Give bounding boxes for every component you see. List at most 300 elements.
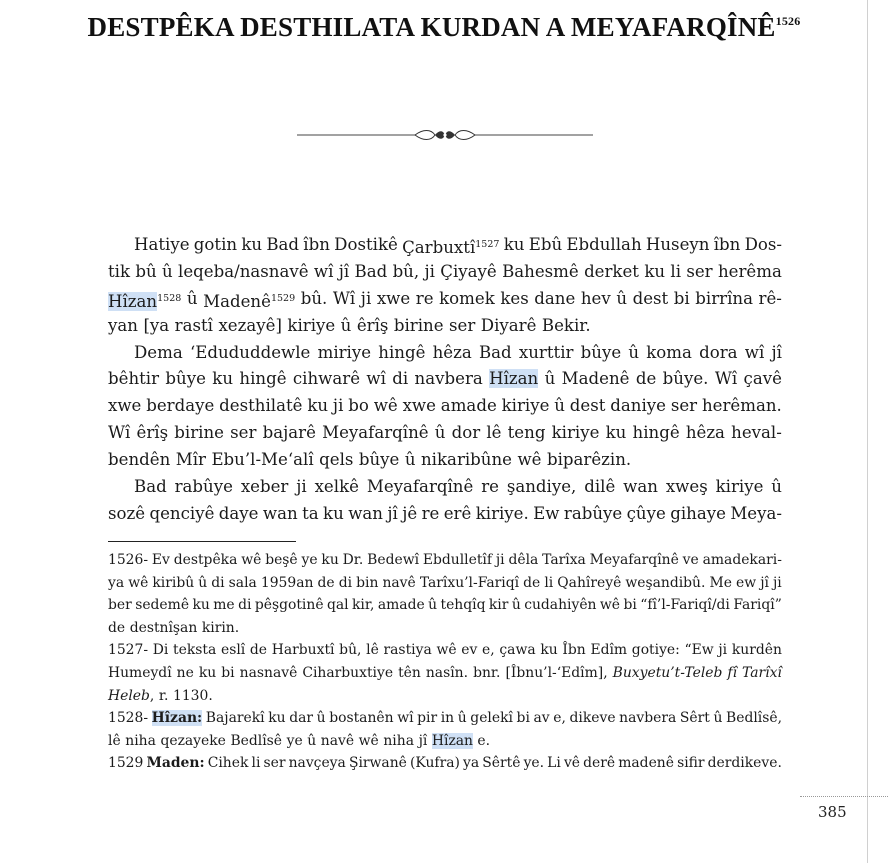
- body-word-group: [357, 313, 389, 340]
- footnote-word-group: [496, 549, 505, 572]
- body-word: Meyafarqînê: [366, 477, 474, 497]
- footnote-word-group: [432, 730, 490, 753]
- body-word-group: [392, 366, 408, 393]
- footnote-word: me: [213, 597, 235, 614]
- footnote-word-group: [524, 594, 596, 617]
- footnote-word-group: [108, 639, 148, 662]
- footnote-word-group: [221, 639, 245, 662]
- body-word: êrîş: [136, 423, 169, 443]
- body-word: cihwarê: [292, 369, 361, 389]
- footnote-word: eslî: [220, 642, 246, 659]
- footnote-word-group: [440, 594, 485, 617]
- body-word-group: [165, 366, 206, 393]
- body-word-group: [339, 259, 349, 286]
- footnote-word-group: [265, 549, 297, 572]
- body-word-group: [108, 501, 145, 528]
- footnote-word-group: [317, 707, 326, 730]
- footnote-word: bi: [623, 597, 637, 614]
- footnote-word: rastiya: [383, 642, 432, 659]
- body-word-group: [581, 340, 622, 367]
- footnote-word-group: [508, 549, 538, 572]
- footnote-word: Dr.: [342, 552, 364, 568]
- body-word-group: [108, 313, 138, 340]
- footnote-word: 1959an: [260, 574, 314, 591]
- footnote-word: di: [238, 597, 252, 614]
- footnote-word-group: [524, 752, 544, 775]
- footnote-word: Bedewî: [367, 552, 420, 568]
- footnote-word: destpêka: [173, 552, 238, 568]
- footnote-word-group: [517, 707, 530, 730]
- body-word: bûye: [580, 342, 622, 362]
- footnote-word: ku: [321, 552, 339, 568]
- body-word: dora: [699, 342, 738, 362]
- footnote-word: ku: [268, 710, 286, 727]
- footnote-word-group: [318, 572, 335, 595]
- footnote-word-group: [199, 662, 216, 685]
- body-word-group: [439, 286, 495, 313]
- body-word: hingê: [632, 423, 680, 443]
- body-word: rabûye: [563, 503, 623, 523]
- footnote-word: 1527-: [108, 642, 149, 659]
- footnote-word: tehqîq: [440, 597, 486, 614]
- footnote-word-group: [542, 549, 586, 572]
- body-word-group: [745, 232, 782, 259]
- footnote-word: derdikeve.: [707, 755, 782, 772]
- footnote-word-group: [255, 594, 324, 617]
- body-word-group: [178, 259, 309, 286]
- footnote-word: bi: [516, 710, 530, 727]
- footnote-word: destnîşan: [129, 619, 198, 636]
- footnote-word: ve: [682, 552, 699, 568]
- body-word-group: [175, 313, 213, 340]
- body-word-group: [670, 259, 681, 286]
- footnote-word: di: [211, 574, 225, 591]
- body-word-group: [219, 393, 302, 420]
- body-word: qels: [319, 450, 354, 470]
- footnote-word-group: [240, 662, 298, 685]
- body-word: dest: [632, 288, 669, 308]
- body-word: gihaye: [670, 503, 726, 523]
- body-line: [108, 393, 782, 420]
- footnote-word-group: [192, 594, 209, 617]
- footnote-word-group: [470, 707, 513, 730]
- footnote-word: niha: [125, 732, 156, 749]
- body-word-group: [174, 420, 224, 447]
- body-word-group: [187, 286, 198, 313]
- footnote-line: [108, 752, 782, 775]
- footnote-word-group: [726, 707, 782, 730]
- body-word: wî: [744, 342, 765, 362]
- body-word: ji: [424, 261, 435, 281]
- body-word-group: [307, 393, 328, 420]
- footnote-word: de: [249, 642, 268, 659]
- body-word-group: [135, 259, 156, 286]
- footnote-word-group: [160, 730, 225, 753]
- body-word: Hatiye: [134, 235, 190, 254]
- footnote-reference[interactable]: 1527: [475, 239, 500, 250]
- body-word: Meyafarqînê: [322, 423, 429, 443]
- body-word-group: [241, 474, 289, 501]
- body-word: di: [392, 369, 409, 389]
- footnote-word: navçeya: [288, 755, 346, 772]
- footnote-word-group: [458, 707, 467, 730]
- footnote-word-group: [128, 572, 148, 595]
- footnote-word: navê: [320, 732, 355, 749]
- body-word-group: [636, 366, 656, 393]
- body-word-group: [334, 232, 398, 259]
- footnote-word-group: [570, 707, 616, 730]
- body-word: xwe: [376, 288, 411, 308]
- footnote-word: de: [108, 619, 126, 636]
- body-word: re: [421, 503, 440, 523]
- footnote-word: Ciharbuxtiye: [302, 664, 394, 681]
- footnote-word-group: [382, 572, 415, 595]
- footnote-word: weşandibû.: [625, 574, 706, 591]
- footnote-word: Hîzan: [431, 732, 473, 749]
- body-word: xeber: [240, 477, 289, 497]
- body-word: re: [481, 477, 499, 497]
- body-word: hêza: [685, 423, 725, 443]
- body-word-group: [203, 286, 295, 313]
- page-edge-line: [867, 0, 868, 863]
- chapter-title-text: DESTPÊKA DESTHILATA KURDAN A MEYAFARQÎNÊ: [87, 12, 776, 42]
- footnote-word-group: [547, 752, 561, 775]
- footnote-word-group: [125, 730, 156, 753]
- body-word: bûye: [165, 369, 206, 389]
- footnote-word: sifir: [677, 755, 705, 772]
- chapter-title: [0, 12, 888, 43]
- footnote-line: [108, 549, 782, 572]
- body-word-group: [529, 232, 562, 259]
- footnote-word-group: [523, 572, 540, 595]
- body-word-group: [606, 420, 627, 447]
- body-word-group: [644, 259, 665, 286]
- footnote-word: Îbn: [562, 642, 586, 659]
- footnote-word: Bedlîsê,: [726, 710, 782, 727]
- footnote-word-group: [736, 572, 756, 595]
- footnote-line: [108, 707, 782, 730]
- body-word-group: [507, 474, 577, 501]
- body-word-group: [610, 393, 666, 420]
- footnote-word-group: [383, 730, 414, 753]
- footnote-word: ye: [286, 732, 303, 749]
- page-number-leader: [800, 796, 888, 797]
- body-word: derket: [584, 261, 639, 281]
- body-word: îbn: [303, 235, 330, 254]
- body-word: dor: [451, 423, 481, 443]
- footnote-word: 1130.: [173, 687, 213, 704]
- body-word: û: [628, 342, 640, 362]
- body-word: û: [162, 261, 173, 281]
- body-word: xwe: [108, 396, 142, 416]
- footnote-word-group: [708, 752, 782, 775]
- footnote-word: 1529: [108, 755, 144, 772]
- body-word-group: [670, 501, 726, 528]
- body-word-group: [718, 259, 782, 286]
- body-word-group: [584, 474, 615, 501]
- body-word-group: [394, 313, 444, 340]
- footnote-word-group: [420, 572, 519, 595]
- body-word: Ew: [533, 503, 560, 523]
- body-word: û: [340, 315, 352, 335]
- footnote-word: kiribû: [152, 574, 195, 591]
- body-line: [108, 286, 782, 313]
- footnote-word: û: [428, 597, 438, 614]
- body-word: hingê: [239, 369, 287, 389]
- body-word: nikaribûne: [421, 450, 512, 470]
- footnote-word-group: [252, 752, 261, 775]
- footnote-word: in: [440, 710, 455, 727]
- body-word-group: [584, 259, 639, 286]
- footnote-word-group: [534, 707, 550, 730]
- body-line: [108, 420, 782, 447]
- footnote-word-group: [557, 572, 621, 595]
- body-word: ku: [307, 396, 329, 416]
- body-word: çûye: [626, 503, 666, 523]
- footnote-word: gotiye:: [631, 642, 680, 659]
- body-word-group: [489, 366, 538, 393]
- footnote-word-group: [152, 549, 170, 572]
- footnote-word: Tarîxa: [542, 552, 586, 568]
- footnote-word-group: [108, 594, 132, 617]
- footnote-word: Qahîreyê: [557, 574, 622, 591]
- body-word: bû: [135, 261, 157, 281]
- body-word: ser: [686, 261, 713, 281]
- footnote-word-group: [397, 707, 413, 730]
- body-word-group: [137, 420, 169, 447]
- footnote-word: Li: [547, 755, 561, 772]
- footnote-word-group: [461, 639, 477, 662]
- body-word: ji: [360, 288, 372, 308]
- footnote-word: Tarîxu’l-Fariqî: [419, 574, 520, 591]
- body-line: [108, 447, 782, 474]
- footnote-word-group: [241, 549, 261, 572]
- body-word-group: [318, 340, 371, 367]
- footnote-word: kir,: [352, 597, 375, 614]
- body-word: heval-: [731, 423, 782, 443]
- body-word-group: [562, 366, 630, 393]
- footnote-word-group: [174, 549, 238, 572]
- footnote-word: Buxyetu’t-Teleb: [612, 664, 723, 681]
- body-word: birine: [174, 423, 224, 443]
- body-word: erê: [443, 503, 472, 523]
- footnote-word: qal: [326, 597, 349, 614]
- body-word-group: [745, 340, 765, 367]
- footnote-reference[interactable]: 1528: [157, 292, 182, 304]
- footnote-word-group: [177, 662, 194, 685]
- body-word-group: [422, 501, 440, 528]
- footnote-word: Harbuxtî: [271, 642, 335, 659]
- footnote-word-group: [423, 549, 492, 572]
- body-word-group: [424, 259, 434, 286]
- footnote-word-group: [211, 572, 224, 595]
- footnote-word-group: [135, 594, 189, 617]
- footnote-word: Şirwanê: [348, 755, 407, 772]
- body-word-group: [479, 340, 512, 367]
- footnote-word: kirin.: [201, 619, 240, 636]
- body-word: Dostikê: [334, 235, 398, 254]
- footnote-word: ye: [301, 552, 318, 568]
- footnote-word: Cihek: [207, 755, 249, 772]
- footnote-word: e,: [482, 642, 495, 659]
- footnote-word: “fî’l-Fariqî/di: [640, 597, 730, 614]
- footnote-word-group: [153, 639, 169, 662]
- footnote-word: Bajarekî: [205, 710, 265, 727]
- body-word: û: [434, 423, 446, 443]
- body-word-group: [627, 501, 666, 528]
- body-word: Madenê: [203, 291, 271, 311]
- body-word-group: [301, 286, 328, 313]
- body-word: Ebu’l-Me‘alî: [211, 450, 314, 470]
- body-word: komek: [439, 288, 495, 308]
- body-word-group: [730, 501, 782, 528]
- footnote-reference[interactable]: 1529: [270, 292, 296, 304]
- body-line: [108, 340, 782, 367]
- page-number: 385: [818, 803, 847, 821]
- footnote-word: kir: [488, 597, 509, 614]
- footnote-word-group: [221, 662, 234, 685]
- footnote-word: Ev: [151, 552, 170, 568]
- body-word: berdaye: [146, 396, 215, 416]
- footnote-word-group: [742, 662, 782, 685]
- body-word: êrîş: [356, 315, 389, 335]
- body-word-group: [552, 420, 600, 447]
- body-word: Hîzan: [108, 291, 158, 311]
- body-word-group: [108, 420, 130, 447]
- body-word: kiriye: [501, 396, 550, 416]
- footnote-word-group: [619, 707, 676, 730]
- body-word: Çiyayê: [440, 261, 497, 281]
- footnote-word-group: [152, 572, 194, 595]
- footnote-line: [108, 572, 782, 595]
- body-word: rê-: [758, 288, 782, 308]
- body-line: [108, 259, 782, 286]
- body-word: Çarbuxtî: [402, 238, 476, 257]
- body-word: Ebû: [528, 235, 563, 254]
- body-word-group: [146, 393, 214, 420]
- footnote-word: ji: [495, 552, 505, 568]
- footnote-word: ku: [192, 597, 210, 614]
- footnote-word-group: [202, 617, 239, 640]
- body-word: wan: [348, 503, 383, 523]
- body-word: desthilatê: [219, 396, 303, 416]
- footnote-word: wê: [599, 597, 621, 614]
- body-word: ‘Edududdewle: [189, 342, 311, 362]
- footnote-word: 1528-: [108, 710, 149, 727]
- body-word-group: [542, 313, 591, 340]
- body-word: dane: [534, 288, 576, 308]
- footnote-word: û: [198, 574, 208, 591]
- body-word-group: [731, 420, 782, 447]
- body-word-group: [699, 340, 737, 367]
- footnote-word-group: [677, 752, 704, 775]
- footnote-word: amadekari-: [702, 552, 782, 568]
- body-word: kes: [500, 288, 529, 308]
- body-word-group: [517, 447, 541, 474]
- footnote-word-group: [349, 752, 407, 775]
- footnote-word-group: [499, 639, 535, 662]
- footnote-word: ev: [461, 642, 478, 659]
- body-word: îbn: [713, 235, 741, 254]
- footnote-word: ber: [108, 597, 132, 614]
- footnote-word-group: [339, 639, 361, 662]
- body-word: daniye: [610, 396, 666, 416]
- body-word: ser: [230, 423, 257, 443]
- footnote-word: lê: [108, 732, 121, 749]
- footnote-word: Tarîxî: [742, 664, 782, 681]
- body-word-group: [421, 447, 512, 474]
- footnote-word-group: [287, 730, 303, 753]
- body-word: Wî: [714, 369, 738, 389]
- footnote-word-group: [230, 730, 282, 753]
- footnote-word: Maden:: [146, 755, 205, 772]
- footnote-word-group: [268, 707, 285, 730]
- footnote-word: bin: [356, 574, 379, 591]
- body-word: Huseyn: [645, 235, 710, 254]
- footnote-word-group: [505, 662, 607, 685]
- body-word-group: [377, 286, 410, 313]
- footnote-word-group: [625, 572, 705, 595]
- footnote-word-group: [108, 572, 124, 595]
- body-word: ser: [670, 396, 698, 416]
- body-line: [108, 366, 782, 393]
- body-word: û: [404, 450, 416, 470]
- body-word: Dos-: [744, 235, 782, 254]
- body-word: ta: [302, 503, 319, 523]
- body-word-group: [686, 259, 712, 286]
- footnote-word-group: [321, 730, 354, 753]
- body-word: miriye: [317, 342, 372, 362]
- body-word-group: [415, 366, 483, 393]
- footnote-word: nasnavê: [239, 664, 298, 681]
- footnote-word: bû,: [339, 642, 362, 659]
- footnote-line: [108, 662, 782, 685]
- footnote-word: ne: [176, 664, 194, 681]
- body-line: [108, 232, 782, 259]
- footnote-word: dar: [289, 710, 314, 727]
- body-word-group: [402, 232, 499, 259]
- body-word-group: [674, 286, 690, 313]
- body-word-group: [486, 420, 501, 447]
- footnote-word: Edîm: [590, 642, 628, 659]
- footnote-word-group: [590, 639, 627, 662]
- body-word: bo: [348, 396, 369, 416]
- footnote-word-group: [436, 639, 456, 662]
- footnote-word: ji: [773, 574, 782, 591]
- footnote-word-group: [685, 639, 714, 662]
- footnote-word: çawa: [499, 642, 536, 659]
- footnote-word: niha: [383, 732, 414, 749]
- body-word-group: [162, 259, 173, 286]
- footnote-word-group: [339, 572, 352, 595]
- body-word: Meya-: [730, 503, 782, 523]
- footnote-word: ser: [263, 755, 286, 772]
- body-word-group: [646, 232, 710, 259]
- footnote-word: jî: [760, 574, 769, 591]
- body-word-group: [175, 474, 233, 501]
- footnote-word-group: [417, 707, 437, 730]
- footnote-word-group: [272, 639, 335, 662]
- body-word-group: [547, 447, 631, 474]
- footnote-word-group: [473, 662, 500, 685]
- body-word-group: [581, 286, 611, 313]
- body-word: navbera: [414, 369, 483, 389]
- flourish-divider-icon: [297, 127, 593, 143]
- footnote-word: ew: [736, 574, 757, 591]
- footnote-word: derê: [583, 755, 616, 772]
- footnote-word: Sêrt: [679, 710, 710, 727]
- footnote-word: 1526-: [108, 552, 149, 568]
